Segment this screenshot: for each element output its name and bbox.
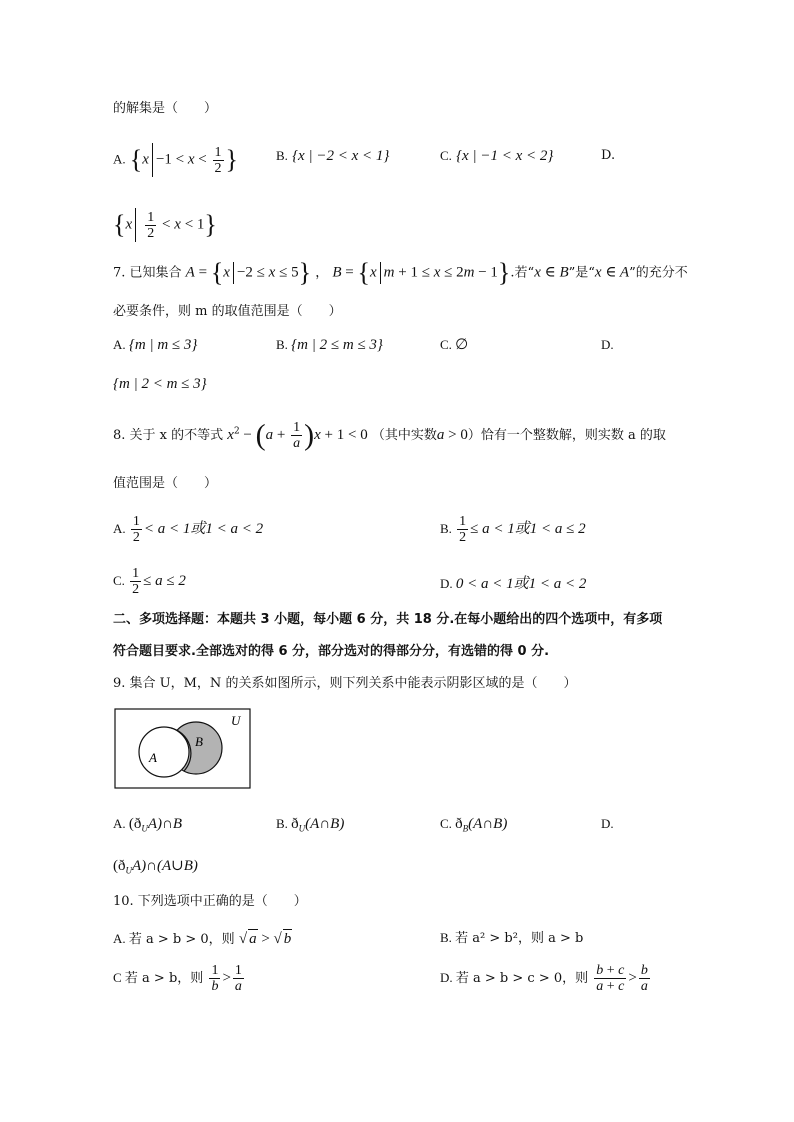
q10-option-c: C 若 a > b，则 $\frac{1}{b}$ > $\frac{1}{a}$ (113, 963, 242, 994)
q7-option-c: C. ∅ (440, 337, 469, 353)
q6-option-d: {x $\frac{1}{2}$ < x < 1} (113, 209, 217, 241)
q9-option-b: B. $ð_U(A\cap B)$ (276, 816, 345, 834)
q6-option-c: C. {x | −1 < x < 2} (440, 148, 554, 164)
q10-option-b: B. 若 a² > b²，则 a > b (440, 930, 584, 946)
section2-heading-line1: 二、多项选择题：本题共 3 小题，每小题 6 分，共 18 分.在每小题给出的四个选项中，有多项 (113, 612, 663, 627)
q10-option-d: D. 若 a > b > c > 0，则 $\frac{b + c}{a + c}$ > $\frac{b}{a}$ (440, 963, 648, 994)
q8-stem-line1: 8. 关于 x 的不等式 $x^2 - (a$ + $\frac{1}{a}$ )x + 1 < 0 （其中实数a > 0）恰有一个整数解，则实数 a 的取 (113, 418, 666, 452)
q10-option-a: A. 若 a > b > 0，则 √ a > √ b (113, 931, 292, 947)
q10-stem: 10. 下列选项中正确的是（ ） (113, 894, 307, 909)
q7-option-d: {m | 2 < m ≤ 3} (113, 376, 207, 392)
venn-label-b: B (195, 734, 203, 749)
q9-option-c: C. $ð_B(A\cap B)$ (440, 816, 508, 834)
q8-option-c: C. $\frac{1}{2}$ ≤ a ≤ 2 (113, 566, 186, 597)
intro-text: 的解集是（ ） (113, 101, 218, 116)
section2-heading-line2: 符合题目要求.全部选对的得 6 分，部分选对的得部分分，有选错的得 0 分. (113, 644, 550, 659)
q6-option-d-label: D. (601, 148, 616, 163)
q9-stem: 9. 集合 U，M，N 的关系如图所示，则下列关系中能表示阴影区域的是（ ） (113, 676, 577, 691)
q9-option-a: A. $(ð_UA)\cap B$ (113, 816, 183, 834)
venn-label-a: A (149, 750, 157, 765)
q7-stem-line2: 必要条件，则 m 的取值范围是（ ） (113, 304, 342, 319)
venn-label-u: U (231, 713, 241, 728)
q8-stem-line2: 值范围是（ ） (113, 476, 218, 491)
q8-option-d: D. 0 < a < 1或1 < a < 2 (440, 576, 587, 592)
venn-set-a (139, 727, 189, 777)
q7-option-d-label: D. (601, 337, 614, 352)
q6-option-b: B. {x | −2 < x < 1} (276, 148, 390, 164)
q7-option-b: B. {m | 2 ≤ m ≤ 3} (276, 337, 383, 353)
q8-option-b: B. $\frac{1}{2}$ ≤ a < 1或1 < a ≤ 2 (440, 514, 586, 545)
q7-option-a: A. {m | m ≤ 3} (113, 337, 198, 353)
q7-stem-line1: 7. 已知集合 A = {x −2 ≤ x ≤ 5} ， B = {x m + 1 ≤ x ≤ 2m − 1}.若“x ∈ B”是“x ∈ A”的充分不 (113, 258, 688, 287)
q9-option-d: $(ð_UA)\cap(A\cup B)$ (113, 858, 198, 876)
q6-option-a: A. {x −1 < x < $\frac{1}{2}$ } (113, 144, 238, 176)
q8-option-a: A. $\frac{1}{2}$ < a < 1或1 < a < 2 (113, 514, 264, 545)
venn-diagram (114, 708, 252, 790)
q9-option-d-label: D. (601, 816, 614, 831)
